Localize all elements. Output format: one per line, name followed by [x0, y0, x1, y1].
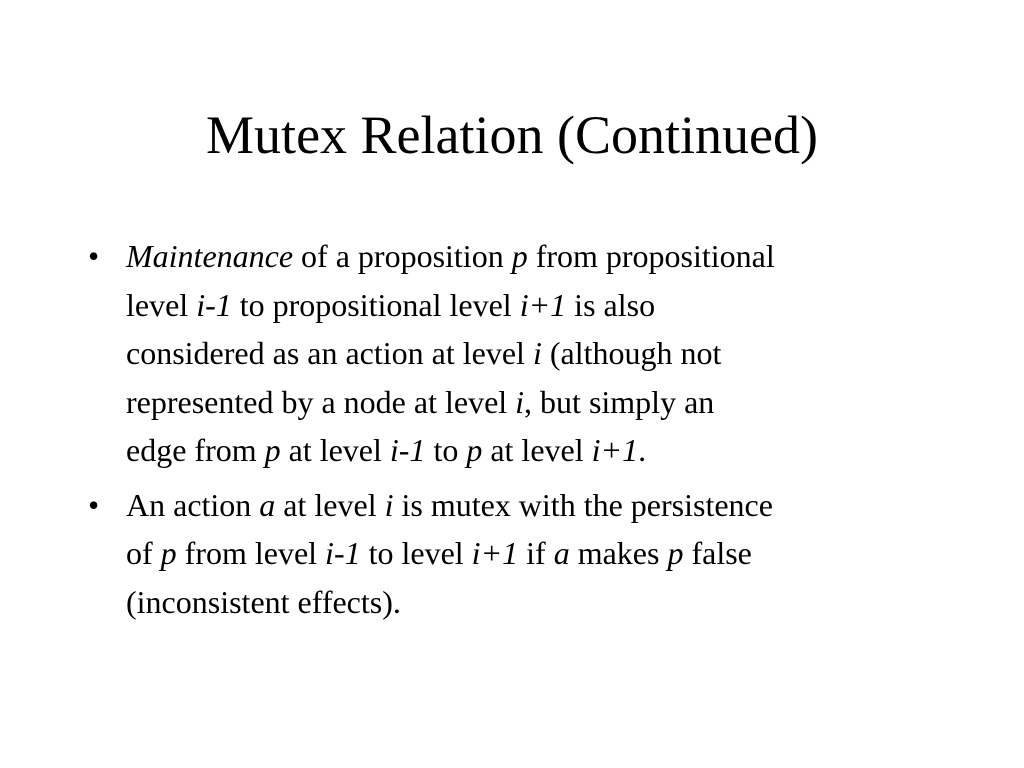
italic-term: i: [384, 486, 394, 523]
text-run: to level: [360, 535, 472, 571]
slide-title: Mutex Relation (Continued): [206, 105, 818, 165]
text-run: , but simply an: [524, 383, 715, 420]
italic-term: i: [532, 335, 542, 371]
bullet-line: [126, 529, 968, 578]
bullet-line: [126, 481, 968, 530]
bullet-line: [126, 426, 968, 475]
text-run: is mutex with the persistence: [393, 486, 773, 523]
text-run: of: [126, 535, 161, 571]
text-run: at level: [482, 432, 592, 468]
text-run: An action: [126, 486, 260, 523]
text-run: (inconsistent effects).: [126, 583, 401, 620]
italic-term: i-1: [389, 432, 426, 468]
italic-term: p: [264, 432, 281, 468]
bullet-line: [126, 329, 968, 378]
italic-term: p: [511, 238, 528, 274]
text-run: from level: [176, 535, 326, 571]
bullet-line: [126, 281, 968, 330]
text-run: .: [638, 432, 647, 468]
italic-term: i+1: [519, 286, 567, 323]
bullet-item: [88, 481, 968, 627]
bullet-item: [88, 232, 968, 475]
bullet-line: [126, 378, 968, 427]
text-run: makes: [569, 535, 668, 571]
italic-term: a: [259, 486, 276, 523]
text-run: at level: [275, 486, 385, 523]
text-run: level: [126, 286, 197, 323]
bullet-line: [126, 578, 968, 627]
italic-term: p: [466, 432, 483, 468]
text-run: at level: [280, 432, 390, 468]
text-run: represented by a node at level: [126, 383, 516, 420]
text-run: of a proposition: [293, 238, 512, 274]
italic-term: p: [667, 535, 684, 571]
text-run: to: [425, 432, 467, 468]
text-run: considered as an action at level: [126, 335, 533, 371]
text-run: is also: [566, 286, 656, 323]
italic-term: i: [515, 383, 525, 420]
bullet-marker: •: [88, 238, 100, 274]
italic-term: Maintenance: [126, 238, 294, 274]
bullet-list: [88, 232, 968, 632]
bullet-marker: •: [88, 486, 100, 523]
text-run: if: [518, 535, 554, 571]
italic-term: i+1: [591, 432, 639, 468]
italic-term: p: [160, 535, 177, 571]
text-run: false: [683, 535, 752, 571]
text-run: edge from: [126, 432, 265, 468]
text-run: from propositional: [527, 238, 775, 274]
italic-term: i-1: [325, 535, 361, 571]
bullet-line: [126, 232, 968, 281]
text-run: to propositional level: [231, 286, 520, 323]
italic-term: i-1: [196, 286, 232, 323]
italic-term: a: [553, 535, 570, 571]
italic-term: i+1: [471, 535, 519, 571]
text-run: (although not: [541, 335, 722, 371]
